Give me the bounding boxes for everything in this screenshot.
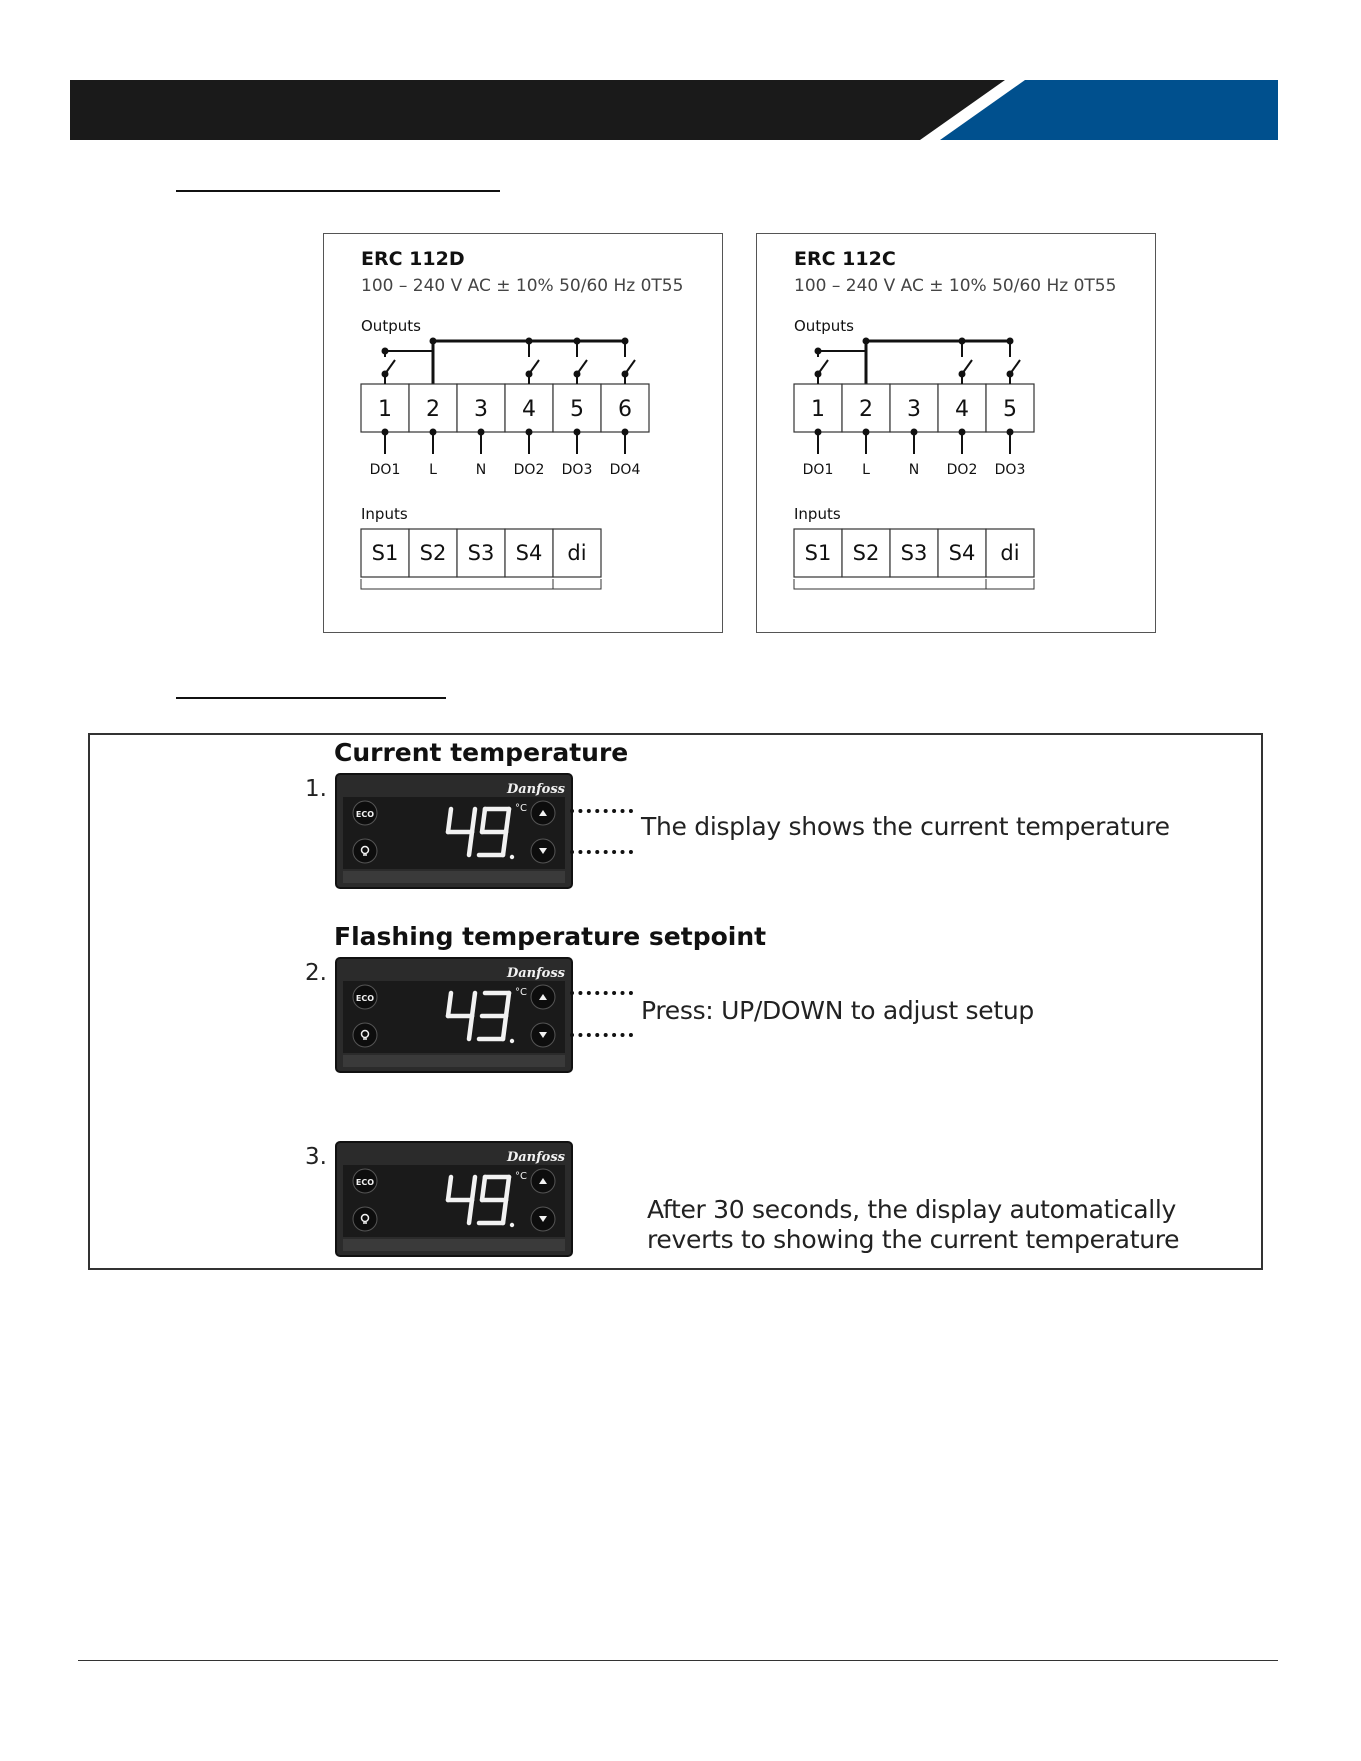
digit-segment xyxy=(482,809,485,832)
section-heading-rule-wiring xyxy=(176,190,500,192)
terminal-number: 5 xyxy=(570,397,584,422)
step-2-caption-line-1: Press: UP/DOWN to adjust setup xyxy=(641,996,1034,1025)
light-button xyxy=(353,1023,377,1047)
terminal-number: 2 xyxy=(859,397,873,422)
sensor-group-bracket xyxy=(361,579,553,589)
leader-dots-down-1 xyxy=(570,850,633,854)
step-1-title: Current temperature xyxy=(334,738,629,767)
di-group-bracket xyxy=(986,579,1034,589)
brand-logo: Danfoss xyxy=(506,1150,565,1165)
wiring-title: ERC 112D xyxy=(361,248,465,270)
digit-segment xyxy=(503,832,506,855)
wiring-spec: 100 – 240 V AC ± 10% 50/60 Hz 0T55 xyxy=(361,276,684,296)
input-terminal-label: S1 xyxy=(804,541,832,565)
decimal-point xyxy=(510,1039,514,1043)
controller-display-2 xyxy=(335,957,573,1073)
terminal-label: L xyxy=(862,462,870,478)
di-group-bracket xyxy=(553,579,601,589)
digit-segment xyxy=(472,1177,475,1200)
terminal-label: DO2 xyxy=(946,462,978,478)
terminal-number: 6 xyxy=(618,397,632,422)
inputs-label: Inputs xyxy=(361,505,408,523)
wiring-title: ERC 112C xyxy=(794,248,896,270)
eco-button-label: ECO xyxy=(355,1178,375,1187)
digit-segment xyxy=(448,993,451,1016)
step-3-caption-line-1: After 30 seconds, the display automatically xyxy=(647,1195,1177,1224)
leader-dots-up-2 xyxy=(570,991,633,995)
step-3-caption-line-2: reverts to showing the current temperature xyxy=(647,1225,1180,1254)
leader-dots-up-1 xyxy=(570,809,633,813)
eco-button-label: ECO xyxy=(355,994,375,1003)
digit-segment xyxy=(482,1177,485,1200)
digit-segment xyxy=(448,1177,451,1200)
step-3-number: 3. xyxy=(305,1144,327,1170)
digit-segment xyxy=(506,1177,509,1200)
light-button xyxy=(353,839,377,863)
terminal-number: 1 xyxy=(378,397,392,422)
step-2-number: 2. xyxy=(305,960,327,986)
terminal-number: 2 xyxy=(426,397,440,422)
decimal-point xyxy=(510,1223,514,1227)
input-terminal-label: S3 xyxy=(467,541,495,565)
terminal-number: 5 xyxy=(1003,397,1017,422)
terminal-number: 3 xyxy=(474,397,488,422)
digit-segment xyxy=(448,809,451,832)
terminal-number: 4 xyxy=(955,397,969,422)
footer-rule xyxy=(78,1660,1278,1661)
input-terminal-label: di xyxy=(567,541,587,565)
input-terminal-label: di xyxy=(1000,541,1020,565)
terminal-label: DO3 xyxy=(994,462,1026,478)
step-2-caption xyxy=(641,996,1034,1025)
input-terminal-label: S2 xyxy=(852,541,880,565)
outputs-label: Outputs xyxy=(361,317,421,335)
leader-dots-down-2 xyxy=(570,1033,633,1037)
unit-label: °C xyxy=(515,803,527,814)
controller-display-1 xyxy=(335,773,573,889)
sensor-group-bracket xyxy=(794,579,986,589)
terminal-label: DO2 xyxy=(513,462,545,478)
terminal-label: N xyxy=(908,462,920,478)
controller-bottom-strip xyxy=(343,1055,565,1067)
digit-segment xyxy=(469,832,472,855)
terminal-number: 3 xyxy=(907,397,921,422)
terminal-label: L xyxy=(429,462,437,478)
terminal-label: DO1 xyxy=(802,462,834,478)
input-terminal-label: S1 xyxy=(371,541,399,565)
header-banner xyxy=(70,80,1278,140)
input-terminal-label: S2 xyxy=(419,541,447,565)
brand-logo: Danfoss xyxy=(506,966,565,981)
inputs-label: Inputs xyxy=(794,505,841,523)
controller-display-3 xyxy=(335,1141,573,1257)
digit-segment xyxy=(506,993,509,1016)
step-1-caption-line-1: The display shows the current temperature xyxy=(641,812,1170,841)
digit-segment xyxy=(469,1200,472,1223)
terminal-number: 1 xyxy=(811,397,825,422)
light-button xyxy=(353,1207,377,1231)
terminal-label: DO3 xyxy=(561,462,593,478)
wiring-spec: 100 – 240 V AC ± 10% 50/60 Hz 0T55 xyxy=(794,276,1117,296)
banner-dark-band xyxy=(70,80,1005,140)
eco-button-label: ECO xyxy=(355,810,375,819)
digit-segment xyxy=(469,1016,472,1039)
step-2-title: Flashing temperature setpoint xyxy=(334,922,767,951)
input-terminal-label: S4 xyxy=(948,541,976,565)
outputs-label: Outputs xyxy=(794,317,854,335)
step-3-caption xyxy=(647,1195,1179,1255)
section-heading-rule-usage xyxy=(176,697,446,699)
input-terminal-label: S4 xyxy=(515,541,543,565)
controller-bottom-strip xyxy=(343,871,565,883)
digit-segment xyxy=(472,993,475,1016)
controller-bottom-strip xyxy=(343,1239,565,1251)
step-1-caption xyxy=(641,812,1170,841)
brand-logo: Danfoss xyxy=(506,782,565,797)
unit-label: °C xyxy=(515,987,527,998)
terminal-label: N xyxy=(475,462,487,478)
unit-label: °C xyxy=(515,1171,527,1182)
wiring-diagram-erc112d xyxy=(323,233,723,633)
wiring-diagram-erc112c xyxy=(756,233,1156,633)
digit-segment xyxy=(472,809,475,832)
digit-segment xyxy=(506,809,509,832)
terminal-label: DO1 xyxy=(369,462,401,478)
terminal-number: 4 xyxy=(522,397,536,422)
digit-segment xyxy=(503,1200,506,1223)
step-1-number: 1. xyxy=(305,776,327,802)
decimal-point xyxy=(510,855,514,859)
terminal-label: DO4 xyxy=(609,462,641,478)
digit-segment xyxy=(503,1016,506,1039)
input-terminal-label: S3 xyxy=(900,541,928,565)
